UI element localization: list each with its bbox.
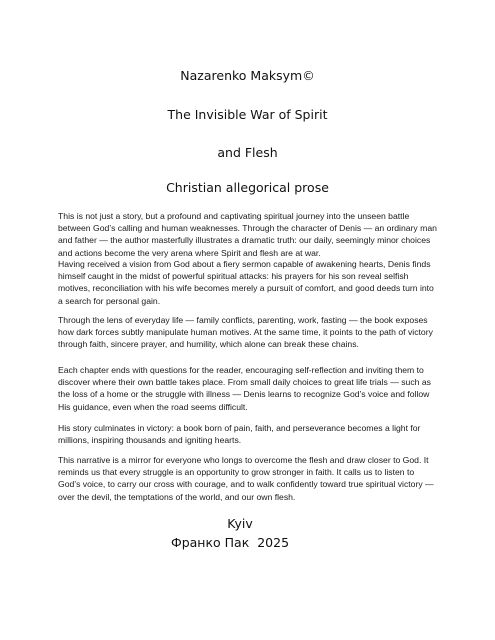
author-name: Nazarenko Maksym© bbox=[180, 68, 315, 83]
book-title-line-1: The Invisible War of Spirit bbox=[167, 107, 328, 122]
city-name: Kyiv bbox=[227, 516, 253, 531]
book-title-line-2: and Flesh bbox=[217, 145, 278, 160]
paragraph-chapters: Each chapter ends with questions for the reader, encouraging self-reflection and inviting them to discover where their own battle takes place. From small daily choices to great life trials — such as the loss of a home or the struggle with illness — Denis learns to recognize God’s voice and follow His guidance, even when the road seems difficult. bbox=[58, 365, 431, 412]
genre-subtitle: Christian allegorical prose bbox=[166, 180, 329, 195]
paragraph-victory: His story culminates in victory: a book born of pain, faith, and perseverance becomes a light for millions, inspiring thousands and igniting hearts. bbox=[58, 423, 421, 446]
paragraph-everyday-life: Through the lens of everyday life — family conflicts, parenting, work, fasting — the book exposes how dark forces subtly manipulate human motives. At the same time, it points to the path of victory through faith, sincere prayer, and humility, which alone can break these chains. bbox=[58, 315, 433, 350]
paragraph-mirror: This narrative is a mirror for everyone who longs to overcome the flesh and draw closer to God. It reminds us that every struggle is an opportunity to grow stronger in faith. It calls us to listen to God’s voice, to carry our cross with courage, and to walk confidently toward true spiritual victory — over the devil, the temptations of the world, and our own flesh. bbox=[58, 455, 434, 502]
publisher-year: Франко Пак 2025 bbox=[170, 535, 290, 550]
paragraph-intro: This is not just a story, but a profound and captivating spiritual journey into the unseen battle between God’s calling and human weaknesses. Through the character of Denis — an ordinary man and father — the author masterfully illustrates a dramatic truth: our daily, seemingly minor choices and actions become the very arena where Spirit and flesh are at war. bbox=[58, 211, 437, 258]
paragraph-vision: Having received a vision from God about a fiery sermon capable of awakening hearts, Denis finds himself caught in the midst of powerful spiritual attacks: his prayers for his son reveal selfish motives, reconciliation with his wife becomes merely a pursuit of comfort, and good deeds turn into a search for personal gain. bbox=[58, 259, 434, 306]
